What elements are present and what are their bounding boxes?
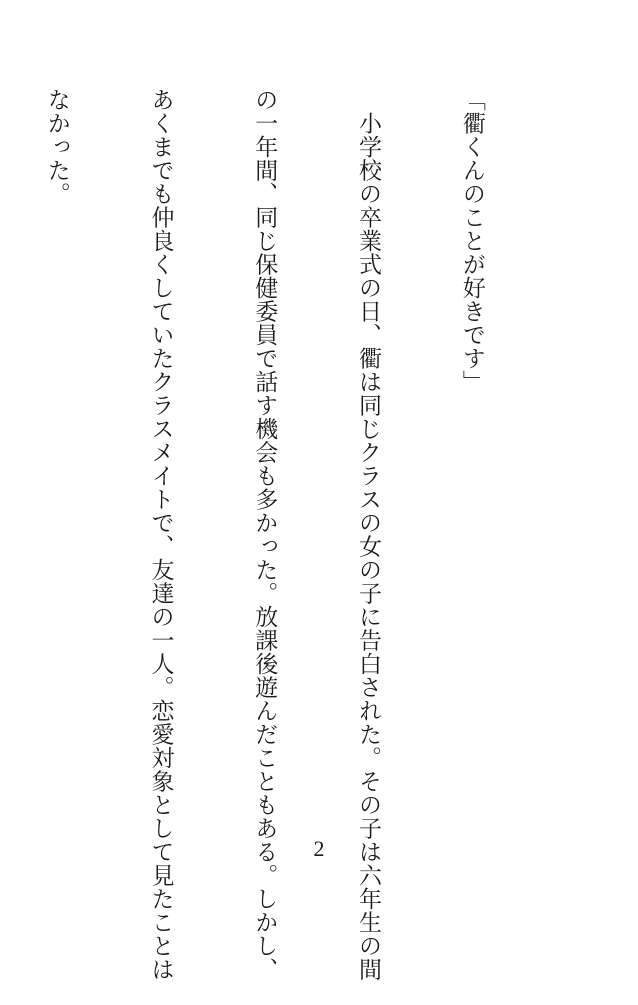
text-line: あくまでも仲良くしていたクラスメイトで、友達の一人。恋愛対象として見たことは [147,88,174,981]
text-line: なかった。 [43,88,70,206]
text-line: 小学校の卒業式の日、衢は同じクラスの女の子に告白された。その子は六年生の間 [355,88,382,981]
text-line: 「衢くんのことが好きです」 [458,88,485,394]
vertical-text-body [0,88,558,981]
page-number: 2 [313,836,325,861]
text-line: の一年間、同じ保健委員で話す機会も多かった。放課後遊んだこともある。しかし、 [251,88,278,981]
